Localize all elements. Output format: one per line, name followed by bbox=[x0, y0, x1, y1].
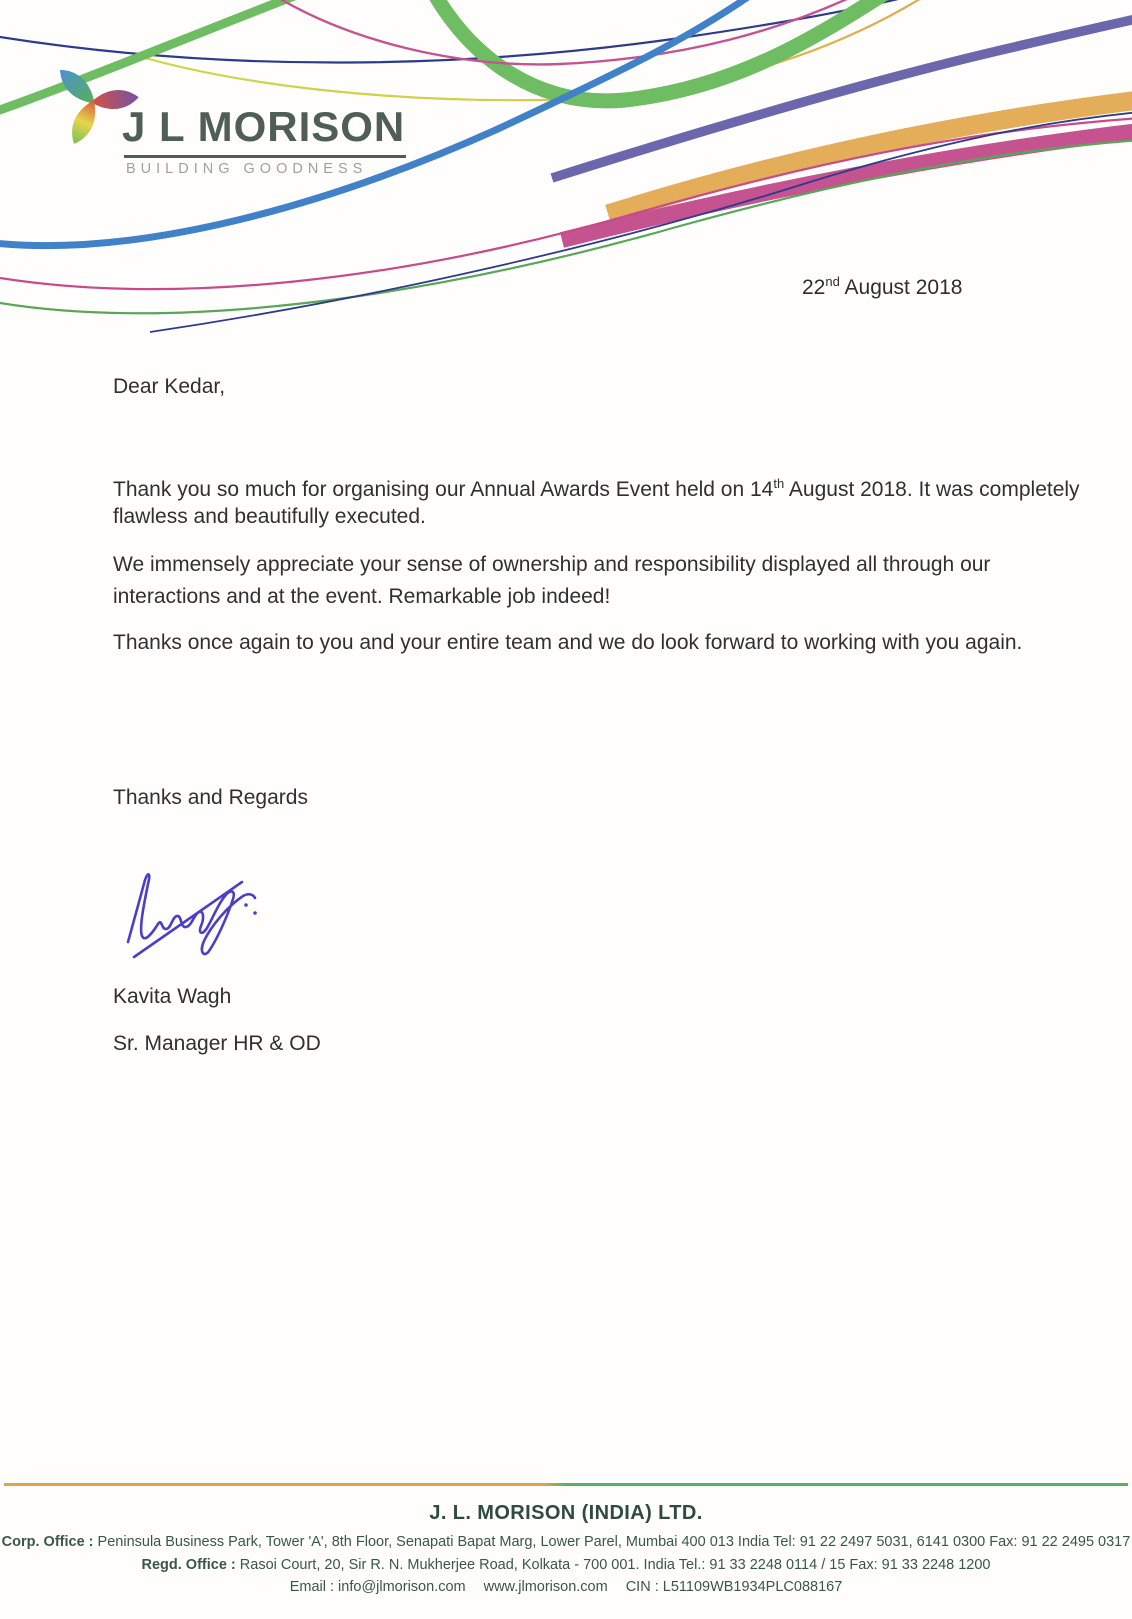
regd-office-label: Regd. Office : bbox=[141, 1557, 236, 1573]
signatory-name: Kavita Wagh bbox=[113, 985, 232, 1008]
closing-line: Thanks and Regards bbox=[113, 786, 308, 809]
footer-divider-line bbox=[4, 1483, 1128, 1486]
paragraph3: Thanks once again to you and your entire team and we do look forward to working with you again. bbox=[113, 631, 1023, 654]
logo-underline bbox=[124, 155, 406, 158]
footer-website: www.jlmorison.com bbox=[483, 1579, 608, 1595]
footer-contact-line bbox=[0, 1579, 1132, 1595]
date-month-year: August 2018 bbox=[839, 276, 963, 299]
paragraph1-line1-text: Thank you so much for organising our Annual Awards Event held on 14 bbox=[113, 478, 774, 501]
footer-company-name: J. L. MORISON (INDIA) LTD. bbox=[429, 1502, 703, 1524]
signature-dot-2 bbox=[253, 911, 257, 915]
paragraph1-ordinal: th bbox=[773, 476, 785, 491]
paragraph2-line1: We immensely appreciate your sense of ownership and responsibility displayed all through our bbox=[113, 553, 991, 576]
paragraph1-line1-rest: August 2018. It was completely bbox=[784, 478, 1080, 501]
signatory-title: Sr. Manager HR & OD bbox=[113, 1032, 321, 1055]
corp-office-label: Corp. Office : bbox=[1, 1534, 94, 1550]
logo-tagline: BUILDING GOODNESS bbox=[126, 161, 368, 177]
letter-date bbox=[802, 274, 962, 300]
ribbon-green-arch bbox=[430, 0, 893, 101]
footer-regd-office-line bbox=[0, 1557, 1132, 1573]
ribbon-navy-thin-top bbox=[0, 0, 918, 63]
date-ordinal: nd bbox=[825, 274, 840, 289]
ribbon-orange-thick bbox=[608, 100, 1132, 214]
paragraph1-line2: flawless and beautifully executed. bbox=[113, 505, 426, 528]
signature-dot-1 bbox=[244, 903, 248, 907]
paragraph2-line2: interactions and at the event. Remarkable job indeed! bbox=[113, 585, 611, 608]
footer-corp-office-line bbox=[0, 1534, 1132, 1550]
footer-email: Email : info@jlmorison.com bbox=[289, 1579, 466, 1595]
corp-office-text: Peninsula Business Park, Tower 'A', 8th Floor, Senapati Bapat Marg, Lower Parel, Mumbai 400 013 India Tel: 91 22 2497 5031, 6141 0300 Fax: 91 22 2495 0317 bbox=[93, 1534, 1131, 1550]
date-day: 22 bbox=[802, 276, 826, 299]
handwritten-signature bbox=[118, 856, 268, 966]
ribbon-magenta-thin-arch bbox=[272, 0, 858, 64]
salutation: Dear Kedar, bbox=[113, 375, 226, 398]
logo-wordmark: J L MORISON bbox=[122, 103, 406, 150]
ribbon-magenta-thick bbox=[562, 131, 1132, 240]
ribbon-decoration bbox=[0, 0, 1132, 360]
ribbon-purple-thick bbox=[552, 18, 1132, 178]
footer-cin: CIN : L51109WB1934PLC088167 bbox=[625, 1579, 843, 1595]
regd-office-text: Rasoi Court, 20, Sir R. N. Mukherjee Road, Kolkata - 700 001. India Tel.: 91 33 2248 0114 / 15 Fax: 91 33 2248 1200 bbox=[235, 1557, 991, 1573]
ribbon-lime-orange-thin bbox=[138, 0, 928, 100]
